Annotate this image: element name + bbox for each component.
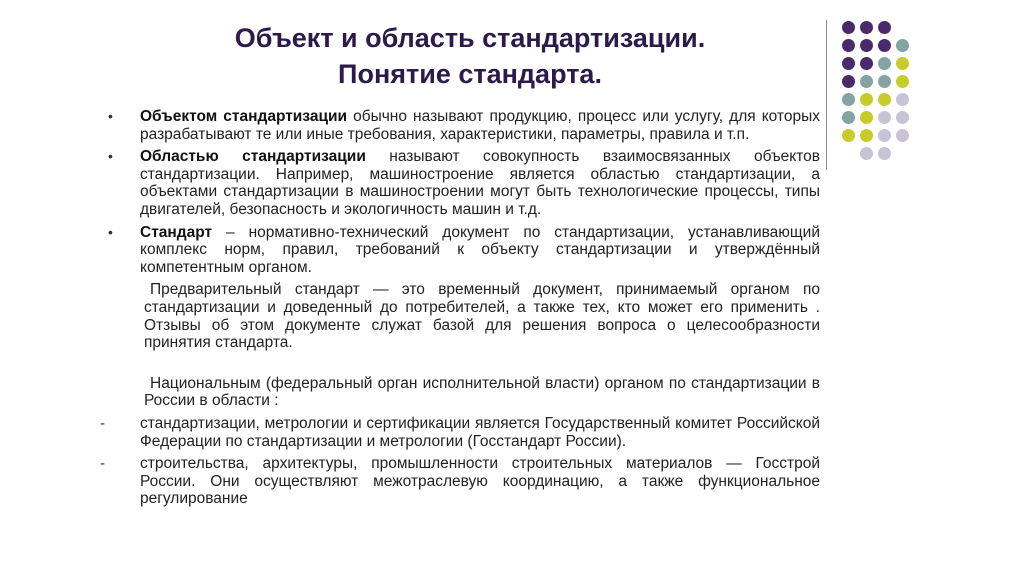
dash-icon: - [100, 414, 105, 432]
decorative-dot [842, 75, 855, 88]
decorative-dot [842, 39, 855, 52]
bullet-text: обычно называют продукцию, процесс или услугу, для которых разрабатывают те или иные требования, характеристики, параметры, правила и т.п. [140, 108, 820, 143]
decorative-dot [860, 75, 873, 88]
bullet-text: – нормативно-технический документ по стандартизации, устанавливающий комплекс норм, правил, требований к объекту стандартизации и утверждённый компетентным органом. [140, 223, 820, 276]
bullet-icon: • [108, 148, 113, 165]
preliminary-standard-paragraph: Предварительный стандарт — это временный документ, принимаемый органом по стандартизации и доведенный до потребителей, а также тех, кто может его применить . Отзывы об этом документе служат базой для решения вопроса о целесообразности принятия стандарта. [144, 281, 820, 352]
decorative-dot [878, 39, 891, 52]
divider-line [826, 20, 827, 170]
decorative-dot [878, 93, 891, 106]
title-line-2: Понятие стандарта. [338, 59, 602, 89]
national-body-paragraph: Национальным (федеральный орган исполнительной власти) органом по стандартизации в России в области : [144, 374, 820, 410]
decorative-dot [860, 111, 873, 124]
decorative-dot [878, 75, 891, 88]
bullet-icon: • [108, 108, 113, 124]
title-line-1: Объект и область стандартизации. [234, 23, 706, 53]
bullet-icon: • [108, 223, 113, 240]
bullet-term: Объектом стандартизации [140, 108, 348, 125]
decorative-dot-grid [842, 21, 932, 151]
decorative-dot [878, 129, 891, 142]
spacer [100, 357, 820, 375]
dash-item [100, 415, 820, 450]
slide-body [100, 108, 820, 513]
bullet-term: Областью стандартизации [140, 148, 366, 166]
decorative-dot [842, 93, 855, 106]
dash-icon: - [100, 455, 105, 473]
decorative-dot [860, 147, 873, 160]
decorative-dot [878, 57, 891, 70]
bullet-text: называют совокупность взаимосвязанных объектов стандартизации. Например, машиностроение является областью стандартизации, а объектами стандартизации в машиностроении могут быть технологические процессы, типы двигателей, безопасность и экологичность машин и т.д. [140, 148, 820, 218]
decorative-dot [842, 21, 855, 34]
decorative-dot [896, 93, 909, 106]
decorative-dot [860, 39, 873, 52]
dash-item-text: стандартизации, метрологии и сертификации является Государственный комитет Российской Федерации по стандартизации и метрологии (Госстандарт России). [140, 414, 820, 450]
dash-item [100, 455, 820, 508]
decorative-dot [842, 111, 855, 124]
decorative-dot [878, 147, 891, 160]
decorative-dot [860, 129, 873, 142]
bullet-term: Стандарт [140, 223, 213, 241]
decorative-dot [896, 39, 909, 52]
decorative-dot [896, 75, 909, 88]
bullet-item [100, 224, 820, 277]
slide-title [130, 20, 810, 92]
bullet-item [100, 148, 820, 218]
decorative-dot [878, 111, 891, 124]
decorative-dot [860, 21, 873, 34]
dash-item-text: строительства, архитектуры, промышленности строительных материалов — Госстрой России. Они осуществляют межотраслевую координацию, а также функциональное регулирование [140, 455, 820, 508]
decorative-dot [896, 57, 909, 70]
decorative-dot [842, 129, 855, 142]
decorative-dot [860, 57, 873, 70]
bullet-item [100, 108, 820, 143]
decorative-dot [896, 129, 909, 142]
decorative-dot [878, 21, 891, 34]
decorative-dot [896, 111, 909, 124]
decorative-dot [842, 57, 855, 70]
decorative-dot [860, 93, 873, 106]
